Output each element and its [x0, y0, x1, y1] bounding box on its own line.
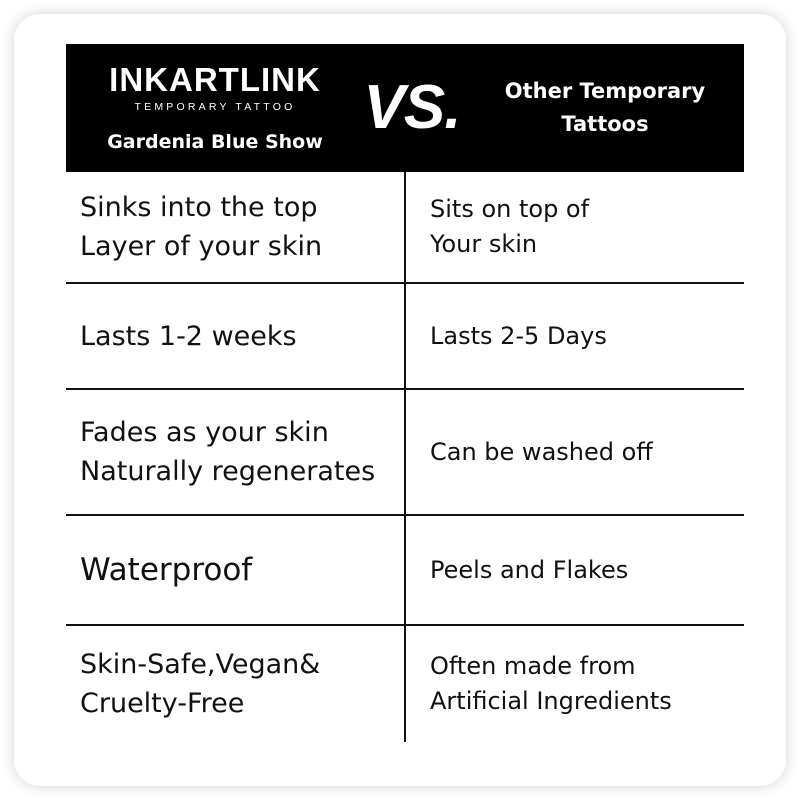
table-row	[66, 390, 744, 516]
brand-variant: Gardenia Blue Show	[107, 131, 323, 153]
row-4-left-cell	[66, 516, 406, 624]
row-3-left-line-2: Naturally regenerates	[80, 456, 376, 488]
brand-block	[66, 63, 348, 153]
row-2-right-line-1: Lasts 2-5 Days	[430, 321, 607, 350]
row-1-left-line-2: Layer of your skin	[80, 231, 323, 263]
other-brand-block	[476, 75, 744, 140]
row-5-right-cell	[406, 626, 744, 742]
table-row	[66, 172, 744, 284]
header-banner	[66, 44, 744, 172]
row-1-right-line-1: Sits on top of	[430, 195, 590, 224]
row-1-left-cell	[66, 172, 406, 282]
row-4-right-line-1: Peels and Flakes	[430, 555, 629, 584]
row-3-right-line-1: Can be washed off	[430, 437, 653, 466]
card-content	[66, 44, 756, 766]
row-3-left-line-1: Fades as your skin	[80, 417, 329, 449]
row-2-left-line-1: Lasts 1-2 weeks	[80, 320, 297, 352]
row-5-left-line-1: Skin-Safe,Vegan&	[80, 649, 321, 681]
brand-subtitle: TEMPORARY TATTOO	[134, 101, 296, 113]
row-1-left-line-1: Sinks into the top	[80, 192, 318, 223]
row-2-left-cell	[66, 284, 406, 388]
table-row	[66, 516, 744, 626]
other-line-1: Other Temporary	[504, 79, 706, 104]
row-1-right-cell	[406, 172, 744, 282]
other-line-2: Tattoos	[561, 112, 649, 136]
row-5-right-line-1: Often made from	[430, 652, 636, 681]
row-2-right-cell	[406, 284, 744, 388]
row-3-left-cell	[66, 390, 406, 514]
versus-label: VS.	[363, 73, 461, 142]
comparison-table	[66, 172, 744, 742]
info-card	[14, 14, 786, 786]
row-5-left-line-2: Cruelty-Free	[80, 688, 245, 720]
table-row	[66, 284, 744, 390]
row-4-left-line-1: Waterproof	[80, 551, 253, 588]
brand-name: INKARTLINK	[109, 61, 321, 98]
row-5-right-line-2: Artificial Ingredients	[430, 687, 672, 716]
row-3-right-cell	[406, 390, 744, 514]
row-4-right-cell	[406, 516, 744, 624]
row-1-right-line-2: Your skin	[430, 230, 538, 259]
row-5-left-cell	[66, 626, 406, 742]
table-row	[66, 626, 744, 742]
